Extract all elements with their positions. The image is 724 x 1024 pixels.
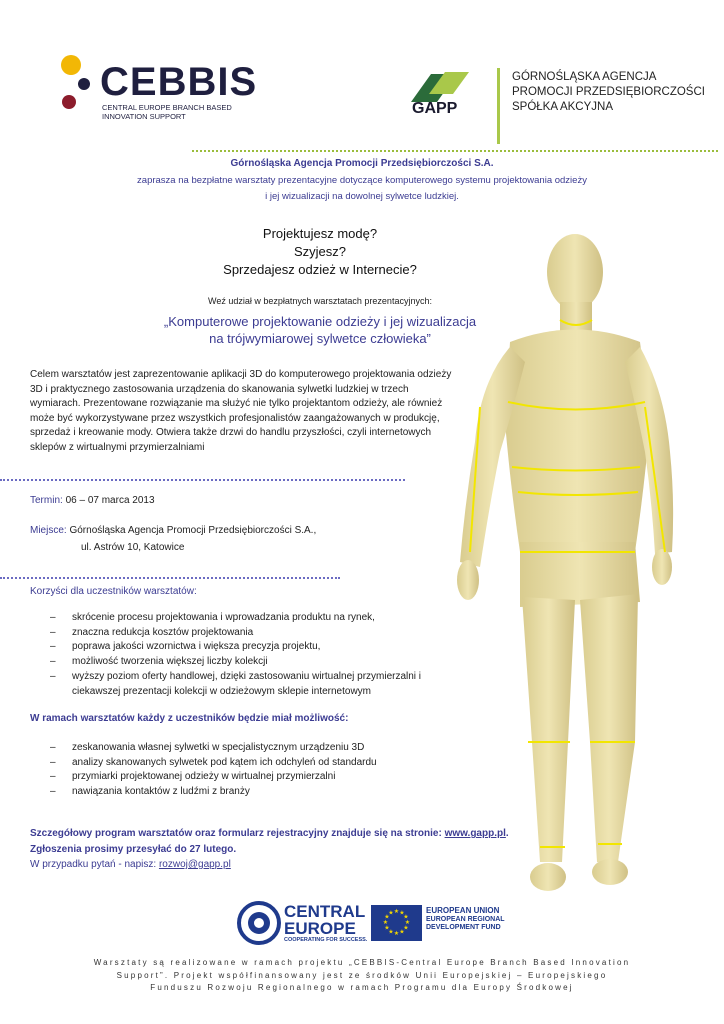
benefits-list: [30, 611, 500, 699]
cebbis-logo-subtitle: CENTRAL EUROPE BRANCH BASED INNOVATION SUPPORT: [102, 103, 232, 121]
gapp-logo-mark: [407, 68, 471, 104]
participation-list: [30, 741, 500, 800]
svg-text:★: ★: [384, 924, 390, 932]
footer-text: Warsztaty są realizowane w ramach projektu „CEBBIS-Central Europe Branch Based Innovation Support”. Projekt współfinansowany jest ze środków Unii Europejskiej – Europejskiego Funduszu Rozwoju Regionalnego w ramach Programu dla Europy Środkowej: [93, 958, 631, 992]
list-item: – wyższy poziom oferty handlowej, dzięki zastosowaniu wirtualnej przymierzalni i ciekawszej prezentacji kolekcji w odzieżowym sklepie internetowym: [50, 670, 422, 697]
svg-text:★: ★: [388, 928, 394, 936]
email-link[interactable]: rozwoj@gapp.pl: [158, 859, 231, 870]
eu-flag-icon: [371, 905, 422, 941]
term-label: Termin:: [30, 495, 63, 506]
central-europe-logo-text: CENTRAL EUROPE: [284, 902, 366, 938]
benefits-heading: Korzyści dla uczestników warsztatów:: [30, 586, 197, 597]
place-label: Miejsce:: [30, 525, 67, 536]
svg-text:★: ★: [388, 909, 394, 917]
participation-heading: W ramach warsztatów każdy z uczestników będzie miał możliwość:: [30, 713, 349, 724]
place-block: [30, 522, 316, 556]
svg-text:★: ★: [404, 919, 411, 926]
invite-text: Weź udział w bezpłatnych warsztatach prezentacyjnych:: [208, 296, 432, 306]
term-line: [30, 495, 155, 506]
gapp-logo-text: GAPP: [412, 100, 458, 117]
gapp-divider: [497, 68, 500, 144]
central-europe-tagline: COOPERATING FOR SUCCESS.: [284, 937, 368, 943]
list-item: – zeskanowania własnej sylwetki w specjalistycznym urządzeniu 3D: [50, 742, 365, 753]
svg-text:★: ★: [384, 913, 390, 921]
cebbis-logo-text: CEBBIS: [100, 60, 258, 104]
svg-text:★: ★: [399, 928, 405, 936]
questions-text: W przypadku pytań - napisz:: [30, 859, 157, 870]
workshop-title: „Komputerowe projektowanie odzieży i jej wizualizacja na trójwymiarowej sylwetce człowieka”: [163, 314, 477, 346]
list-item: – poprawa jakości wzornictwa i większa precyzja projektu,: [50, 641, 321, 653]
details-block: Szczegółowy program warsztatów oraz formularz rejestracyjny znajduje się na stronie: www.gapp.pl. Zgłoszenia prosimy przesyłać do 27 lutego. W przypadku pytań - napisz: rozwoj@gapp.pl: [30, 828, 509, 870]
section-divider: [0, 577, 340, 579]
gapp-full-name: GÓRNOŚLĄSKA AGENCJA PROMOCJI PRZEDSIĘBIORCZOŚCI SPÓŁKA AKCYJNA: [512, 71, 705, 113]
deadline-text: Zgłoszenia prosimy przesyłać do 27 lutego.: [30, 843, 237, 855]
cebbis-logo-mark: [60, 54, 100, 112]
list-item: – przymiarki projektowanej odzieży w wirtualnej przymierzalni: [50, 771, 336, 783]
program-link[interactable]: www.gapp.pl: [444, 828, 506, 839]
place-line1: Górnośląska Agencja Promocji Przedsiębiorczości S.A.,: [69, 525, 317, 536]
section-divider: [0, 479, 405, 481]
svg-text:★: ★: [393, 930, 400, 937]
intro-text: zaprasza na bezpłatne warsztaty prezentacyjne dotyczące komputerowego systemu projektowania odzieży i jej wizualizacji na dowolnej sylwetce ludzkiej.: [137, 175, 587, 202]
program-text: Szczegółowy program warsztatów oraz formularz rejestracyjny znajduje się na stronie:: [30, 828, 442, 839]
term-value: 06 – 07 marca 2013: [65, 495, 155, 506]
svg-text:★: ★: [403, 913, 409, 921]
svg-text:★: ★: [393, 908, 400, 915]
list-item: – nawiązania kontaktów z ludźmi z branży: [50, 786, 250, 798]
list-item: – możliwość tworzenia większej liczby kolekcji: [50, 656, 268, 668]
eu-fund-label: EUROPEAN UNION EUROPEAN REGIONAL DEVELOPMENT FUND: [426, 906, 505, 931]
list-item: – analizy skanowanych sylwetek pod kątem ich odchyleń od standardu: [50, 756, 377, 768]
svg-text:★: ★: [399, 909, 405, 917]
list-item: – skrócenie procesu projektowania i wprowadzania produktu na rynek,: [50, 612, 375, 623]
header-divider: [192, 150, 718, 152]
questions: Projektujesz modę? Szyjesz? Sprzedajesz odzież w Internecie?: [223, 226, 417, 277]
workshop-goal-paragraph: Celem warsztatów jest zaprezentowanie aplikacji 3D do komputerowego projektowania odzieży 3D i praktycznego zastosowania urządzenia do skanowania sylwetki ludzkiej w trzech wymiarach. Prezentowane rozwiązanie ma służyć nie tylko projektantom odzieży, ale również może być wykorzystywane przez wszystkich profesjonalistów zaangażowanych w produkcję, sprzedaż i kreowanie mody. Otwiera także drzwi do handlu przyszłości, czyli internetowych sklepów z wirtualnymi przymierzalniami: [30, 369, 452, 453]
central-europe-logo-mark: [237, 901, 281, 945]
organizer-name: Górnośląska Agencja Promocji Przedsiębiorczości S.A.: [230, 158, 494, 169]
place-line2: ul. Astrów 10, Katowice: [81, 542, 185, 553]
svg-text:★: ★: [403, 924, 409, 932]
list-item: – znaczna redukcja kosztów projektowania: [50, 626, 254, 638]
svg-text:★: ★: [382, 919, 389, 926]
